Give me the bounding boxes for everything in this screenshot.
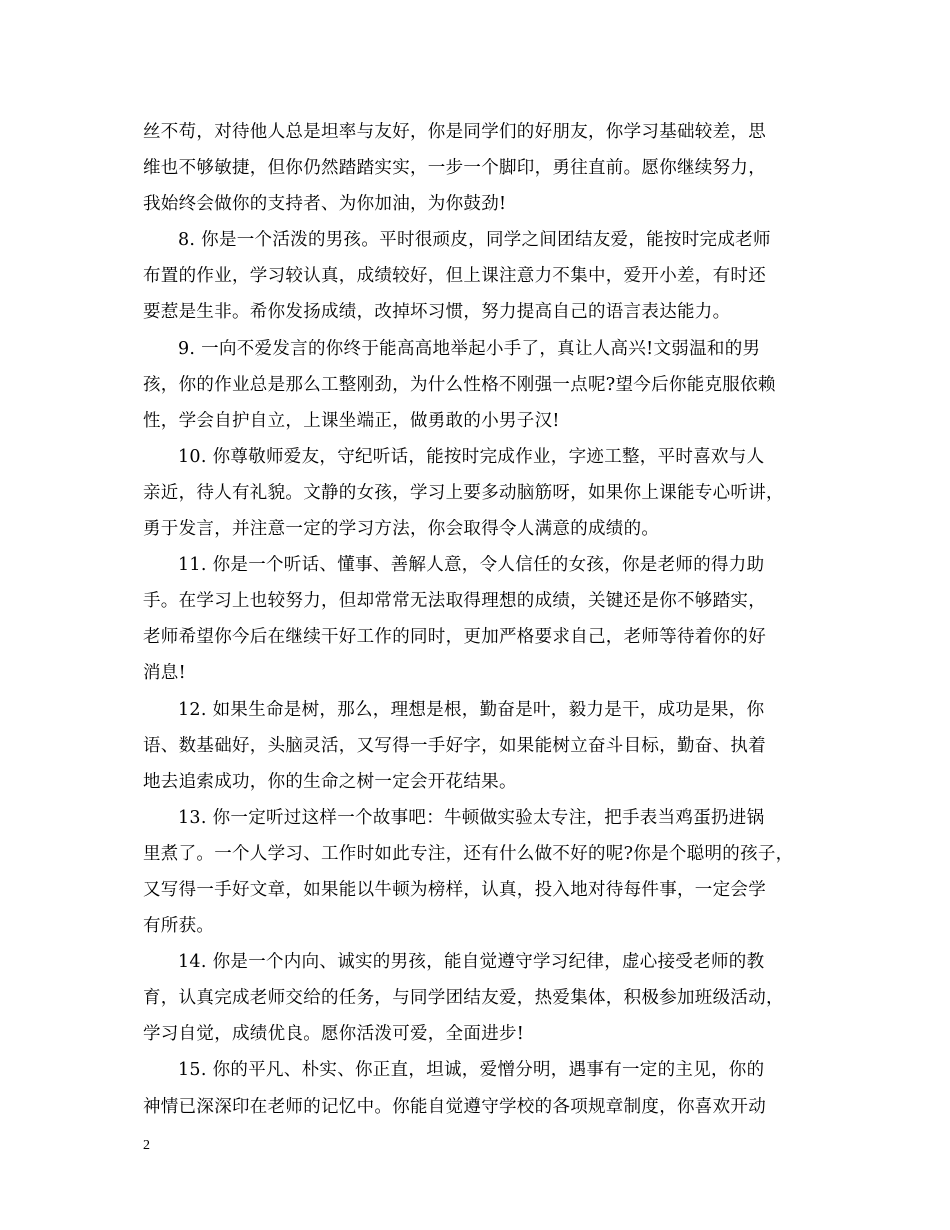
text-line: 消息!: [143, 663, 186, 684]
text-line: 13. 你一定听过这样一个故事吧：牛顿做实验太专注，把手表当鸡蛋扔进锅: [178, 807, 765, 828]
text-line: 孩，你的作业总是那么工整刚劲，为什么性格不刚强一点呢?望今后你能克服依赖: [143, 374, 776, 395]
paragraph-item-11: [143, 547, 813, 691]
paragraph-item-15: [143, 1052, 813, 1124]
paragraph-item-9: [143, 331, 813, 439]
text-line: 地去追索成功，你的生命之树一定会开花结果。: [143, 771, 517, 792]
text-line: 亲近，待人有礼貌。文静的女孩，学习上要多动脑筋呀，如果你上课能专心听讲，: [143, 482, 784, 503]
text-line: 14. 你是一个内向、诚实的男孩，能自觉遵守学习纪律，虚心接受老师的教: [178, 952, 765, 973]
text-line: 丝不苟，对待他人总是坦率与友好，你是同学们的好朋友，你学习基础较差，思: [143, 122, 766, 142]
text-line: 11. 你是一个听话、懂事、善解人意，令人信任的女孩，你是老师的得力助: [178, 555, 765, 576]
text-line: 8. 你是一个活泼的男孩。平时很顽皮，同学之间团结友爱，能按时完成老师: [178, 230, 771, 251]
text-line: 布置的作业，学习较认真，成绩较好，但上课注意力不集中，爱开小差，有时还: [143, 266, 766, 287]
paragraph-item-12: [143, 692, 813, 800]
text-line: 勇于发言，并注意一定的学习方法，你会取得令人满意的成绩的。: [143, 519, 660, 540]
text-line: 又写得一手好文章，如果能以牛顿为榜样，认真，投入地对待每件事，一定会学: [143, 879, 766, 900]
text-line: 9. 一向不爱发言的你终于能高高地举起小手了，真让人高兴!文弱温和的男: [178, 338, 761, 359]
paragraph-continued: [143, 114, 813, 222]
paragraph-item-14: [143, 944, 813, 1052]
text-line: 老师希望你今后在继续干好工作的同时，更加严格要求自己，老师等待着你的好: [143, 627, 766, 648]
text-line: 有所获。: [143, 916, 215, 937]
paragraph-item-13: [143, 800, 813, 944]
text-line: 语、数基础好，头脑灵活，又写得一手好字，如果能树立奋斗目标，勤奋、执着: [143, 735, 766, 756]
text-line: 育，认真完成老师交给的任务，与同学团结友爱，热爱集体，积极参加班级活动，: [143, 988, 784, 1009]
text-line: 我始终会做你的支持者、为你加油，为你鼓劲!: [143, 194, 507, 215]
text-line: 要惹是生非。希你发扬成绩，改掉坏习惯，努力提高自己的语言表达能力。: [143, 302, 731, 323]
text-line: 15. 你的平凡、朴实、你正直，坦诚，爱憎分明，遇事有一定的主见，你的: [178, 1060, 765, 1081]
paragraph-item-10: [143, 439, 813, 547]
text-line: 学习自觉，成绩优良。愿你活泼可爱，全面进步!: [143, 1024, 525, 1045]
text-line: 性，学会自护自立，上课坐端正，做勇敢的小男子汉!: [143, 410, 560, 431]
text-line: 神情已深深印在老师的记忆中。你能自觉遵守学校的各项规章制度，你喜欢开动: [143, 1096, 766, 1117]
text-line: 维也不够敏捷，但你仍然踏踏实实，一步一个脚印，勇往直前。愿你继续努力，: [143, 158, 766, 179]
page-number: 2: [143, 1138, 150, 1153]
text-line: 12. 如果生命是树，那么，理想是根，勤奋是叶，毅力是干，成功是果，你: [178, 699, 765, 720]
text-line: 10. 你尊敬师爱友，守纪听话，能按时完成作业，字迹工整，平时喜欢与人: [178, 446, 765, 467]
paragraph-item-8: [143, 222, 813, 330]
text-line: 里煮了。一个人学习、工作时如此专注，还有什么做不好的呢?你是个聪明的孩子，: [143, 843, 794, 864]
document-body: [143, 114, 813, 1125]
text-line: 手。在学习上也较努力，但却常常无法取得理想的成绩，关键还是你不够踏实，: [143, 591, 766, 612]
